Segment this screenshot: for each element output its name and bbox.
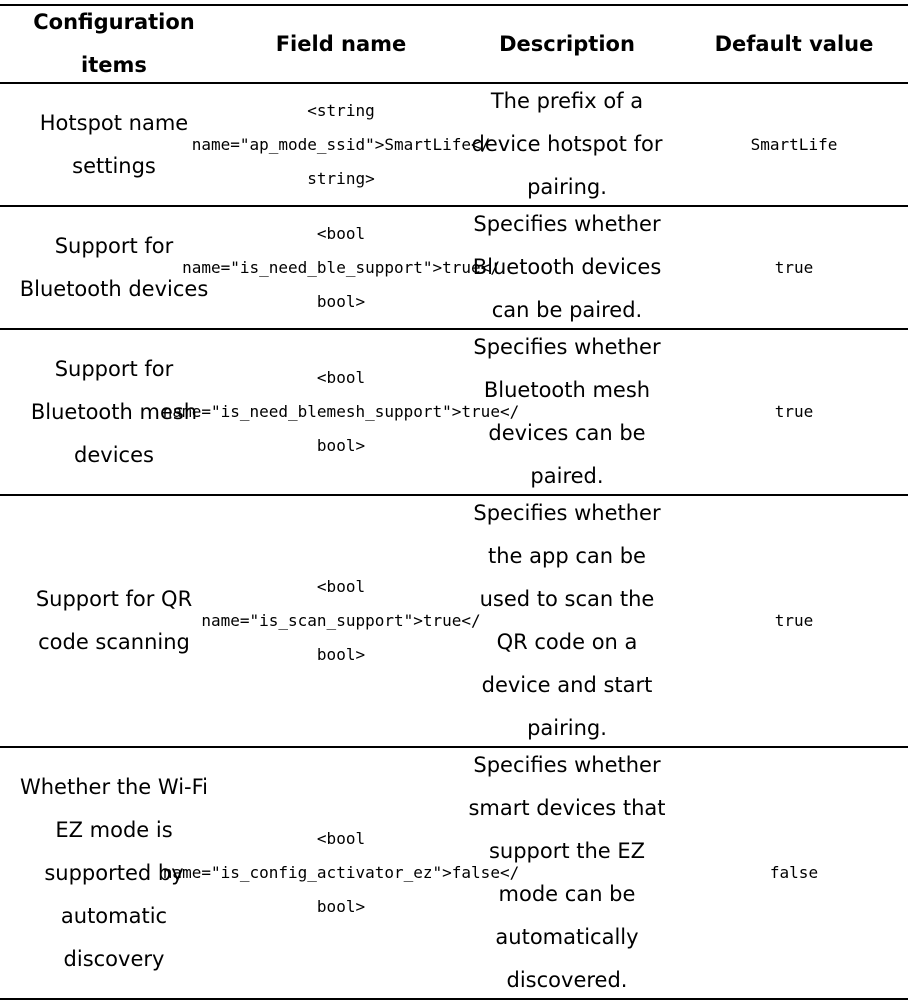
field-name-line: bool> [316, 645, 366, 664]
description-line: devices can be [488, 421, 646, 445]
description-line: Specifies whether [473, 501, 661, 525]
config-item-line: Bluetooth mesh [30, 399, 198, 424]
field-name-line: name="is_need_ble_support">true</ [182, 257, 500, 277]
field-name-line: <bool [316, 223, 366, 243]
default-value-cell: false [769, 863, 819, 882]
field-name-line: name="is_scan_support">true</ [201, 611, 481, 630]
description-line: paired. [530, 464, 604, 488]
description-cell [454, 84, 680, 205]
description-cell [454, 496, 680, 746]
field-name-cell [182, 207, 500, 328]
table-row [0, 748, 908, 1000]
field-name-line: <bool [316, 577, 366, 596]
field-name-line: bool> [316, 291, 366, 311]
description-line: device hotspot for [471, 132, 663, 156]
description-line: pairing. [527, 175, 607, 199]
header-field-name: Field name [275, 31, 407, 56]
description-line: The prefix of a [490, 89, 644, 113]
config-item-line: settings [72, 153, 156, 178]
header-description: Description [499, 31, 635, 56]
description-line: used to scan the [479, 587, 655, 611]
description-cell [454, 330, 680, 494]
field-name-cell [162, 748, 520, 998]
default-value-cell: true [774, 257, 814, 277]
config-item-line: supported by [44, 860, 184, 885]
description-line: the app can be [487, 544, 646, 568]
table-row [0, 496, 908, 748]
description-line: can be paired. [491, 298, 643, 322]
table-header-row [0, 4, 908, 84]
field-name-line: string> [307, 168, 375, 188]
description-line: pairing. [527, 716, 607, 740]
config-item-line: code scanning [38, 630, 190, 654]
config-item-line: devices [74, 442, 154, 467]
description-line: automatically [495, 925, 639, 949]
description-line: Bluetooth mesh [483, 378, 651, 402]
field-name-cell [201, 496, 481, 746]
config-item-cell [0, 496, 228, 746]
config-item-line: Hotspot name [39, 110, 189, 135]
description-line: Specifies whether [473, 753, 661, 777]
config-item-line: Support for [54, 356, 174, 381]
header-default-value: Default value [714, 31, 874, 56]
field-name-line: <bool [316, 368, 366, 387]
field-name-line: name="ap_mode_ssid">SmartLife</ [191, 134, 491, 154]
description-cell [454, 748, 680, 998]
description-line: support the EZ [488, 839, 646, 863]
table-row [0, 207, 908, 330]
table-row [0, 330, 908, 496]
config-item-line: EZ mode is [55, 817, 173, 842]
description-line: Specifies whether [473, 335, 661, 359]
header-config-line: Configuration [33, 10, 195, 34]
field-name-line: <string [307, 100, 375, 120]
config-item-line: discovery [63, 946, 165, 971]
header-configuration-items [0, 6, 228, 82]
config-item-line: Whether the Wi-Fi [19, 774, 208, 799]
config-item-line: Support for QR [35, 587, 193, 611]
description-line: QR code on a [496, 630, 638, 654]
field-name-cell [162, 330, 520, 494]
description-line: smart devices that [468, 796, 666, 820]
header-config-line: items [81, 53, 147, 77]
description-line: discovered. [506, 968, 628, 992]
description-line: Specifies whether [473, 212, 661, 236]
config-table [0, 4, 908, 1000]
config-item-line: Bluetooth devices [19, 276, 209, 301]
config-item-line: Support for [54, 233, 174, 258]
description-line: mode can be [498, 882, 636, 906]
field-name-line: name="is_config_activator_ez">false</ [162, 863, 520, 882]
field-name-line: bool> [316, 436, 366, 455]
description-cell [454, 207, 680, 328]
default-value-cell: true [774, 402, 814, 421]
default-value-cell: SmartLife [750, 134, 838, 154]
default-value-cell: true [774, 611, 814, 630]
field-name-line: name="is_need_blemesh_support">true</ [162, 402, 520, 421]
table-row [0, 84, 908, 207]
description-line: Bluetooth devices [472, 255, 662, 279]
config-item-line: automatic [60, 903, 168, 928]
description-line: device and start [481, 673, 653, 697]
field-name-line: bool> [316, 897, 366, 916]
field-name-line: <bool [316, 829, 366, 848]
field-name-cell [191, 84, 491, 205]
